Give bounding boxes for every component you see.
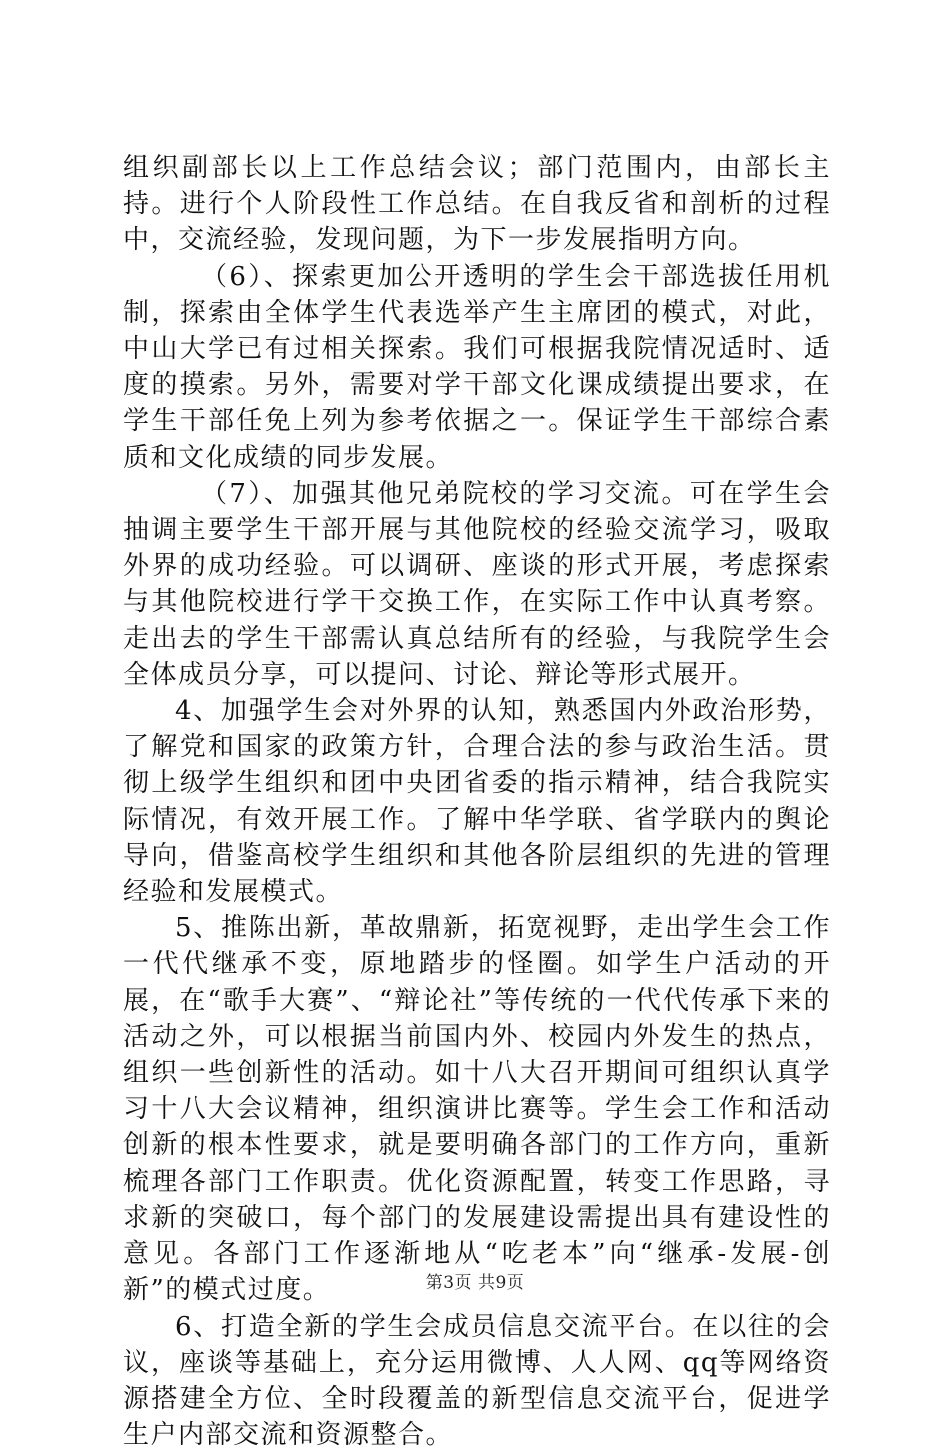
paragraph-item-6: （6）、探索更加公开透明的学生会干部选拔任用机制，探索由全体学生代表选举产生主席团的模式，对此，中山大学已有过相关探索。我们可根据我院情况适时、适度的摸索。另外，需要对学干部文化课成绩提出要求，在学生干部任免上列为参考依据之一。保证学生干部综合素质和文化成绩的同步发展。	[123, 259, 831, 476]
paragraph-continuation: 组织副部长以上工作总结会议；部门范围内，由部长主持。进行个人阶段性工作总结。在自我反省和剖析的过程中，交流经验，发现问题，为下一步发展指明方向。	[123, 150, 831, 259]
paragraph-section-6: 6、打造全新的学生会成员信息交流平台。在以往的会议，座谈等基础上，充分运用微博、人人网、qq等网络资源搭建全方位、全时段覆盖的新型信息交流平台，促进学生户内部交流和资源整合。	[123, 1309, 831, 1453]
paragraph-section-5: 5、推陈出新，革故鼎新，拓宽视野，走出学生会工作一代代继承不变，原地踏步的怪圈。如学生户活动的开展，在“歌手大赛”、“辩论社”等传统的一代代传承下来的活动之外，可以根据当前国内外、校园内外发生的热点，组织一些创新性的活动。如十八大召开期间可组织认真学习十八大会议精神，组织演讲比赛等。学生会工作和活动创新的根本性要求，就是要明确各部门的工作方向，重新梳理各部门工作职责。优化资源配置，转变工作思路，寻求新的突破口，每个部门的发展建设需提出具有建设性的意见。各部门工作逐渐地从“吃老本”向“继承-发展-创新”的模式过度。	[123, 910, 831, 1308]
page-number-footer: 第3页 共9页	[0, 1268, 950, 1293]
paragraph-section-4: 4、加强学生会对外界的认知，熟悉国内外政治形势，了解党和国家的政策方针，合理合法的参与政治生活。贯彻上级学生组织和团中央团省委的指示精神，结合我院实际情况，有效开展工作。了解中华学联、省学联内的舆论导向，借鉴高校学生组织和其他各阶层组织的先进的管理经验和发展模式。	[123, 693, 831, 910]
paragraph-item-7: （7）、加强其他兄弟院校的学习交流。可在学生会抽调主要学生干部开展与其他院校的经验交流学习，吸取外界的成功经验。可以调研、座谈的形式开展，考虑探索与其他院校进行学干交换工作，在实际工作中认真考察。走出去的学生干部需认真总结所有的经验，与我院学生会全体成员分享，可以提问、讨论、辩论等形式展开。	[123, 476, 831, 693]
document-body	[123, 150, 831, 1453]
